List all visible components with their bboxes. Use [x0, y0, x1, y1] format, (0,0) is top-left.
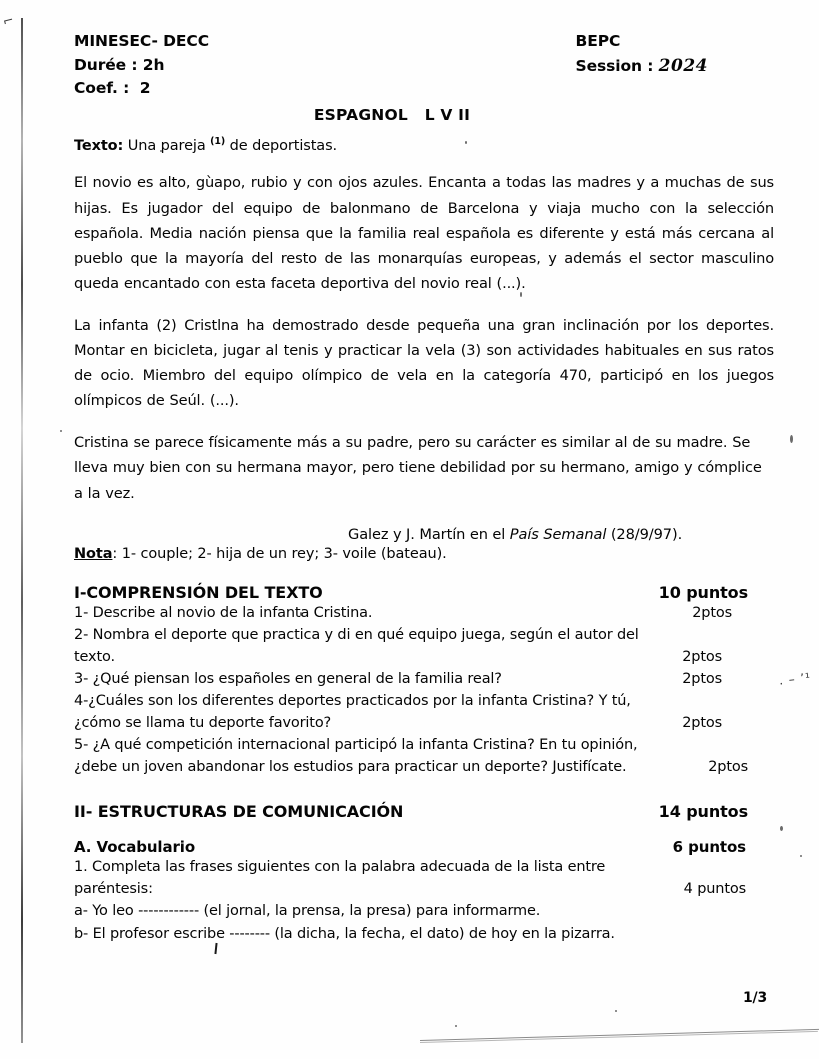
- diagonal-scan-artifact-secondary: [420, 1031, 818, 1043]
- section-two-points: 14 puntos: [658, 801, 748, 821]
- scan-speck: [60, 430, 62, 432]
- nota-label: Nota: [74, 545, 113, 562]
- nota-text: : 1- couple; 2- hija de un rey; 3- voile (bateau).: [112, 545, 447, 562]
- question-points: 2ptos: [682, 648, 722, 665]
- question-item: [74, 668, 774, 690]
- texto-label: Texto:: [74, 137, 124, 154]
- question-points: 2ptos: [692, 604, 732, 621]
- question-text: 1- Describe al novio de la infanta Cristina.: [74, 604, 373, 621]
- exercise-item-b: b- El profesor escribe -------- (la dicha, la fecha, el dato) de hoy en la pizarra.: [74, 925, 615, 942]
- margin-scan-mark: . – ʼ¹: [778, 670, 812, 688]
- scan-speck: [780, 826, 783, 831]
- question-item: [74, 734, 774, 778]
- subsection-a-heading: [74, 838, 774, 856]
- question-text: 4-¿Cuáles son los diferentes deportes practicados por la infanta Cristina? Y tú,: [74, 692, 631, 709]
- session-line: [576, 54, 708, 80]
- scan-speck: [790, 435, 793, 443]
- section-one-heading: [74, 583, 774, 602]
- instruction-continuation: paréntesis:: [74, 881, 153, 898]
- institution-line: MINESEC- DECC: [74, 32, 209, 50]
- coefficient-line: Coef. : 2: [74, 79, 151, 98]
- section-two-heading: [74, 802, 774, 821]
- reading-paragraph-3: Cristina se parece físicamente más a su padre, pero su carácter es similar al de su madre. Se lleva muy bien con su hermana mayor, pero tiene debilidad por su hermano, amigo y cómplice a la vez.: [74, 434, 762, 502]
- instruction-points: 4 puntos: [683, 881, 746, 898]
- scan-speck: [800, 855, 802, 857]
- question-points: 2ptos: [708, 758, 748, 775]
- section-one-title: I-COMPRENSIÓN DEL TEXTO: [74, 582, 323, 602]
- texto-title-before: Una pareja: [123, 137, 211, 154]
- exam-header: [74, 30, 774, 101]
- scan-speck: [615, 1010, 617, 1012]
- question-item: [74, 624, 774, 668]
- question-text-continuation: texto.: [74, 648, 115, 665]
- duration-line: Durée : 2h: [74, 55, 165, 74]
- reading-paragraph-2: La infanta (2) Cristlna ha demostrado desde pequeña una gran inclinación por los deportes. Montar en bicicleta, jugar al tenis y practicar la vela (3) son actividades habituales en sus ratos de ocio. Miembro del equipo olímpico de vela en la categoría 470, participó en los juegos olímpicos de Seúl. (...).: [74, 316, 774, 410]
- publication-name: País Semanal: [509, 525, 607, 543]
- subsection-spacer: [74, 821, 774, 838]
- question-text: 3- ¿Qué piensan los españoles en general de la familia real?: [74, 670, 502, 687]
- page-number: 1/3: [743, 990, 767, 1006]
- question-points: 2ptos: [682, 714, 722, 731]
- section-two-title: II- ESTRUCTURAS DE COMUNICACIÓN: [74, 801, 404, 821]
- question-item: [74, 690, 774, 734]
- question-item: [74, 602, 774, 624]
- reading-paragraph-1: El novio es alto, gùapo, rubio y con ojos azules. Encanta a todas las madres y a muchas de sus hijas. Es jugador del equipo de balonmano de Barcelona y viaja mucho con la selección española. Media nación piensa que la familia real española es diferente y está más cercana al pueblo que la mayoría del resto de las monarquías europeas, y además el sector masculino queda encantado con esta faceta deportiva del novio real (...).: [74, 174, 774, 292]
- question-text-continuation: ¿cómo se llama tu deporte favorito?: [74, 714, 332, 731]
- source-attribution: [74, 526, 774, 543]
- subsection-a-points: 6 puntos: [672, 837, 746, 856]
- attribution-authors: Galez y J. Martín en el: [348, 525, 510, 543]
- exercise-item-a: a- Yo leo ------------ (el jornal, la prensa, la presa) para informarme.: [74, 903, 541, 920]
- section-spacer: [74, 778, 774, 802]
- scan-line-artifact: [21, 18, 23, 1043]
- scan-speck: [455, 1025, 457, 1027]
- exam-code: BEPC: [575, 32, 621, 50]
- footnotes-line: [74, 546, 774, 562]
- corner-scan-mark: ⌐: [1, 12, 16, 31]
- subsection-a-title: A. Vocabulario: [74, 837, 196, 856]
- header-left-block: [74, 30, 209, 101]
- exercise-instruction-line2: [74, 878, 774, 900]
- diagonal-scan-artifact: [420, 1029, 819, 1041]
- header-right-block: [576, 30, 774, 79]
- texto-title-after: de deportistas.: [225, 137, 338, 154]
- footnote-marker-1: (1): [210, 135, 226, 147]
- question-text: 5- ¿A qué competición internacional participó la infanta Cristina? En tu opinión,: [74, 736, 638, 753]
- question-text-continuation: ¿debe un joven abandonar los estudios para practicar un deporte? Justifícate.: [74, 758, 627, 775]
- session-label: Session :: [575, 56, 659, 75]
- exercise-instruction-line1: 1. Completa las frases siguientes con la palabra adecuada de la lista entre: [74, 858, 606, 875]
- subject-title: ESPAGNOL L V II: [313, 105, 471, 124]
- texto-heading: [74, 136, 774, 154]
- question-text: 2- Nombra el deporte que practica y di en qué equipo juega, según el autor del: [74, 626, 639, 643]
- section-one-points: 10 puntos: [658, 582, 748, 602]
- question-points: 2ptos: [682, 670, 722, 687]
- attribution-date: (28/9/97).: [606, 525, 683, 543]
- session-year-handwritten: 2024: [658, 55, 708, 76]
- document-content: [74, 30, 774, 945]
